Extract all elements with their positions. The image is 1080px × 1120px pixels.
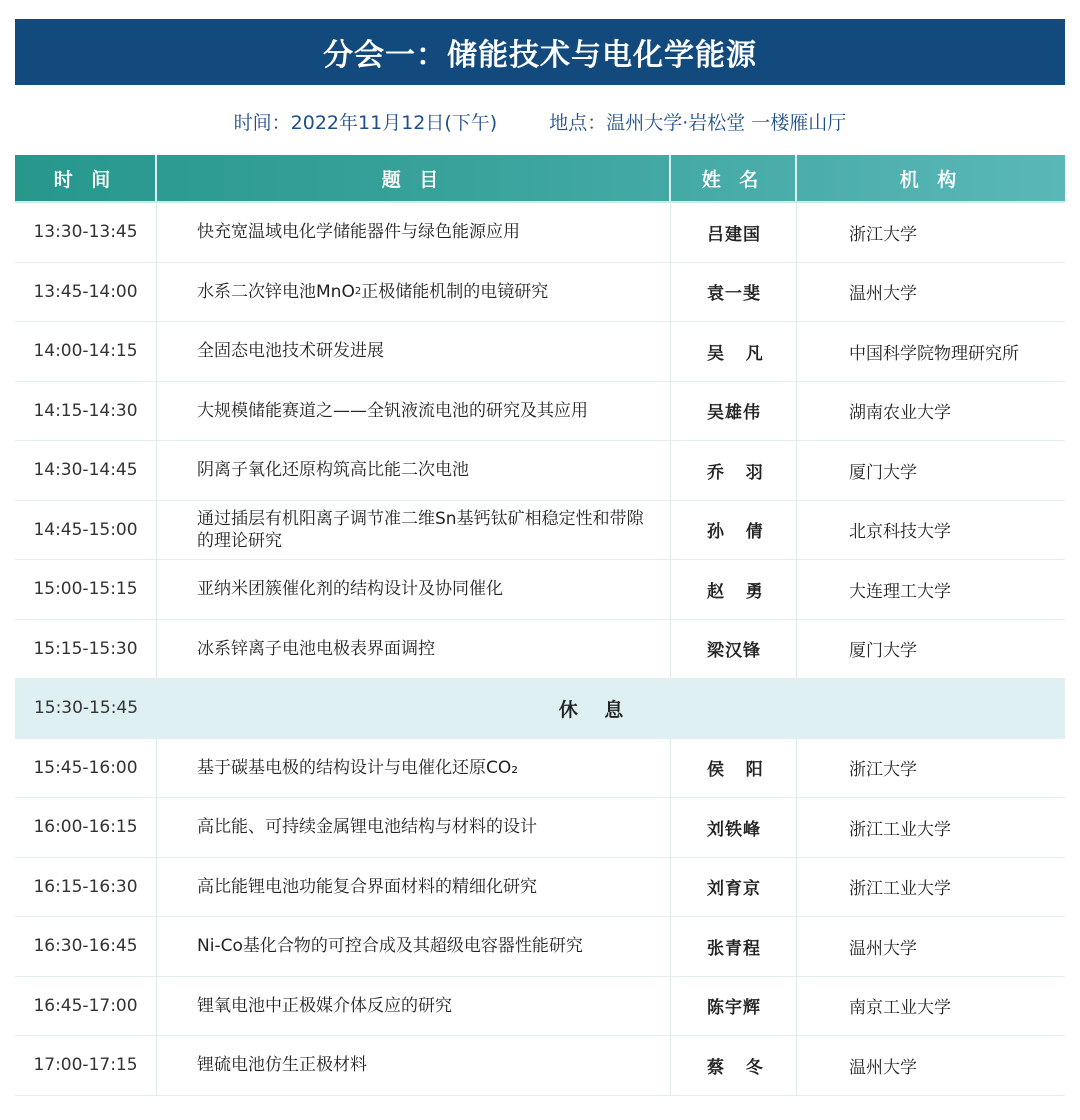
cell-speaker: 吴 凡 (671, 322, 797, 381)
cell-speaker: 赵 勇 (671, 560, 797, 619)
cell-time: 16:45-17:00 (15, 977, 157, 1036)
cell-time: 15:00-15:15 (15, 560, 157, 619)
session-location: 地点：温州大学·岩松堂 一楼雁山厅 (549, 111, 847, 134)
cell-topic: 阴离子氧化还原构筑高比能二次电池 (157, 441, 671, 500)
cell-org: 温州大学 (849, 1057, 917, 1078)
cell-topic: 大规模储能赛道之——全钒液流电池的研究及其应用 (157, 382, 671, 441)
session-time: 时间：2022年11月12日(下午) (233, 111, 498, 134)
cell-org: 南京工业大学 (849, 998, 951, 1019)
cell-topic (157, 263, 671, 322)
cell-speaker: 张青程 (671, 917, 797, 976)
cell-topic: 快充宽温域电化学储能器件与绿色能源应用 (157, 203, 671, 262)
cell-topic: 高比能锂电池功能复合界面材料的精细化研究 (157, 858, 671, 917)
table-row (15, 1036, 1065, 1096)
cell-time: 14:45-15:00 (15, 501, 157, 560)
session-info (0, 104, 1080, 138)
session-title: 分会一：储能技术与电化学能源 (323, 38, 757, 73)
column-header-org: 机 构 (899, 168, 963, 191)
cell-time: 16:30-16:45 (15, 917, 157, 976)
table-row (15, 382, 1065, 442)
cell-topic: 亚纳米团簇催化剂的结构设计及协同催化 (157, 560, 671, 619)
cell-org: 中国科学院物理研究所 (849, 343, 1019, 364)
cell-speaker: 乔 羽 (671, 441, 797, 500)
cell-speaker: 侯 阳 (671, 739, 797, 798)
cell-time: 16:00-16:15 (15, 798, 157, 857)
cell-org: 厦门大学 (849, 462, 917, 483)
cell-time: 16:15-16:30 (15, 858, 157, 917)
cell-time: 14:00-14:15 (15, 322, 157, 381)
schedule-table (15, 155, 1065, 1096)
table-row (15, 620, 1065, 680)
topic-text-pre: 水系二次锌电池MnO (197, 281, 355, 302)
column-header-name: 姓 名 (671, 155, 797, 201)
cell-speaker: 孙 倩 (671, 501, 797, 560)
cell-org: 大连理工大学 (849, 581, 951, 602)
cell-time: 14:30-14:45 (15, 441, 157, 500)
cell-speaker: 吴雄伟 (671, 382, 797, 441)
cell-topic: 全固态电池技术研发进展 (157, 322, 671, 381)
cell-org: 温州大学 (849, 284, 917, 305)
cell-topic: 高比能、可持续金属锂电池结构与材料的设计 (157, 798, 671, 857)
cell-topic: 基于碳基电极的结构设计与电催化还原CO₂ (157, 739, 671, 798)
column-header-topic: 题 目 (157, 155, 671, 201)
cell-time: 14:15-14:30 (15, 382, 157, 441)
cell-time: 15:45-16:00 (15, 739, 157, 798)
table-row (15, 203, 1065, 263)
table-row (15, 739, 1065, 799)
table-row (15, 322, 1065, 382)
cell-org: 温州大学 (849, 938, 917, 959)
break-row (15, 679, 1065, 739)
cell-topic: 锂硫电池仿生正极材料 (157, 1036, 671, 1095)
table-row (15, 441, 1065, 501)
table-row (15, 977, 1065, 1037)
cell-topic: Ni-Co基化合物的可控合成及其超级电容器性能研究 (157, 917, 671, 976)
topic-text-post: 正极储能机制的电镜研究 (361, 281, 549, 302)
table-row (15, 917, 1065, 977)
cell-speaker: 刘铁峰 (671, 798, 797, 857)
cell-time: 15:15-15:30 (15, 620, 157, 679)
table-row (15, 560, 1065, 620)
cell-speaker: 梁汉锋 (671, 620, 797, 679)
cell-org: 北京科技大学 (849, 522, 951, 543)
table-row (15, 263, 1065, 323)
cell-org: 浙江工业大学 (849, 879, 951, 900)
cell-org: 湖南农业大学 (849, 403, 951, 424)
cell-topic: 锂氧电池中正极媒介体反应的研究 (157, 977, 671, 1036)
cell-org: 浙江大学 (849, 760, 917, 781)
cell-topic: 通过插层有机阳离子调节准二维Sn基钙钛矿相稳定性和带隙的理论研究 (157, 501, 671, 560)
table-row (15, 798, 1065, 858)
topic-subscript: 2 (354, 285, 362, 297)
cell-speaker: 蔡 冬 (671, 1036, 797, 1095)
cell-topic: 冰系锌离子电池电极表界面调控 (157, 620, 671, 679)
table-header (15, 155, 1065, 203)
cell-time: 17:00-17:15 (15, 1036, 157, 1095)
cell-time: 13:30-13:45 (15, 203, 157, 262)
cell-org: 厦门大学 (849, 641, 917, 662)
cell-time: 13:45-14:00 (15, 263, 157, 322)
cell-org: 浙江大学 (849, 224, 917, 245)
table-row (15, 501, 1065, 561)
cell-speaker: 吕建国 (671, 203, 797, 262)
break-label: 休 息 (558, 698, 634, 721)
cell-org: 浙江工业大学 (849, 819, 951, 840)
cell-time: 15:30-15:45 (33, 698, 139, 719)
table-row (15, 858, 1065, 918)
cell-speaker: 刘育京 (671, 858, 797, 917)
cell-speaker: 陈宇辉 (671, 977, 797, 1036)
session-title-banner (15, 19, 1065, 85)
column-header-time: 时 间 (15, 155, 157, 201)
cell-speaker: 袁一斐 (671, 263, 797, 322)
